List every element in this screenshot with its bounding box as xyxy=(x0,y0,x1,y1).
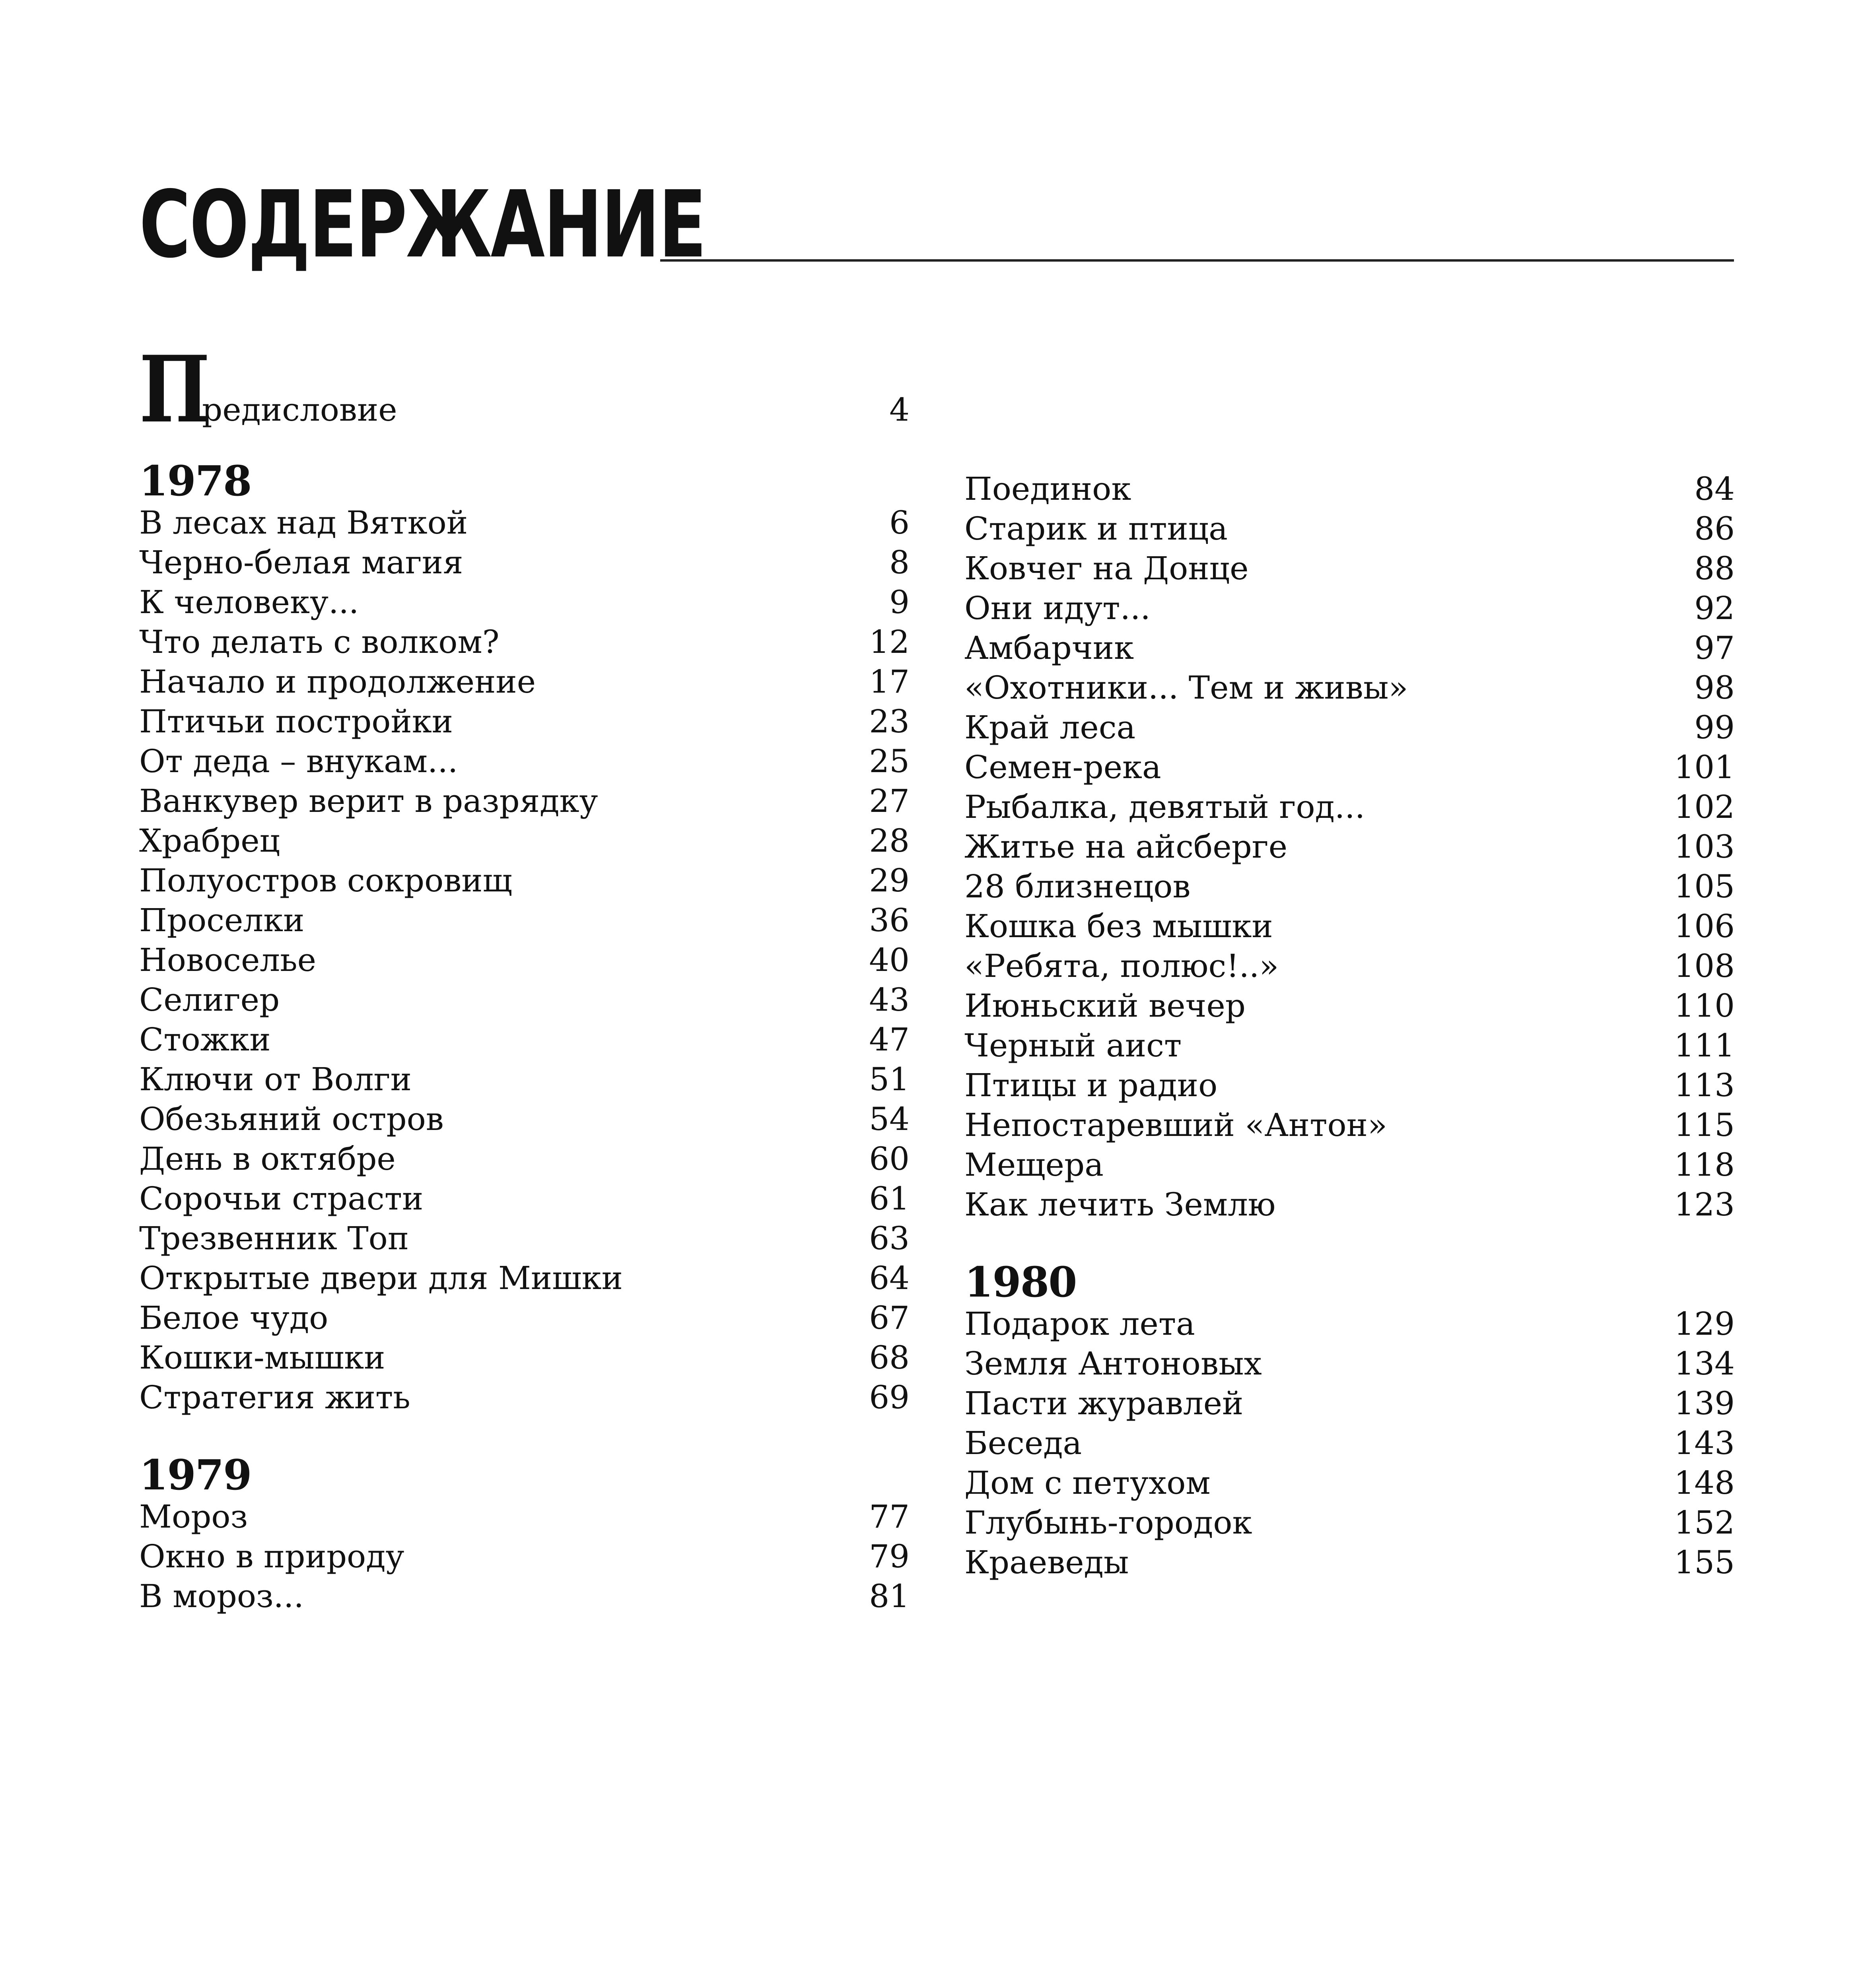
toc-entry-page: 81 xyxy=(869,1578,910,1615)
toc-entry-title: Ковчег на Донце xyxy=(964,550,1249,587)
toc-entry-title: К человеку... xyxy=(139,584,359,621)
toc-entry-page: 28 xyxy=(869,822,910,859)
toc-entry-title: Ванкувер верит в разрядку xyxy=(139,782,598,819)
toc-entry[interactable] xyxy=(964,1344,1735,1384)
toc-entry-page: 61 xyxy=(869,1180,910,1217)
toc-entry[interactable] xyxy=(964,1503,1735,1543)
toc-entry[interactable] xyxy=(139,1576,910,1616)
toc-list-1978 xyxy=(139,503,910,1417)
toc-entry-page: 79 xyxy=(869,1538,910,1575)
toc-entry-page: 118 xyxy=(1674,1146,1735,1183)
toc-entry-foreword[interactable] xyxy=(139,336,910,443)
toc-entry-title: Краеведы xyxy=(964,1544,1129,1581)
toc-entry-title: Селигер xyxy=(139,981,280,1018)
toc-entry[interactable] xyxy=(964,867,1735,907)
toc-entry-title: Как лечить Землю xyxy=(964,1186,1276,1223)
toc-entry-page: 139 xyxy=(1674,1385,1735,1422)
toc-entry-page: 43 xyxy=(869,981,910,1018)
toc-entry[interactable] xyxy=(964,628,1735,668)
toc-entry[interactable] xyxy=(139,1497,910,1537)
toc-column-left xyxy=(139,456,910,1616)
toc-entry[interactable] xyxy=(139,1537,910,1576)
toc-entry-title: Сорочьи страсти xyxy=(139,1180,424,1217)
toc-entry-title: Проселки xyxy=(139,902,305,939)
drop-cap: П xyxy=(139,336,210,443)
toc-entry-page: 63 xyxy=(869,1220,910,1257)
toc-entry[interactable] xyxy=(139,781,910,821)
toc-entry-title: «Ребята, полюс!..» xyxy=(964,947,1279,984)
toc-entry[interactable] xyxy=(139,1020,910,1060)
toc-entry-title: Семен-река xyxy=(964,749,1161,786)
toc-list-1979 xyxy=(139,1497,910,1616)
toc-entry-page: 113 xyxy=(1674,1067,1735,1104)
toc-entry[interactable] xyxy=(964,588,1735,628)
toc-entry-page: 102 xyxy=(1674,788,1735,825)
toc-entry[interactable] xyxy=(964,986,1735,1026)
toc-entry-page: 12 xyxy=(869,623,910,660)
toc-entry-title: Беседа xyxy=(964,1425,1082,1462)
toc-entry[interactable] xyxy=(964,1185,1735,1225)
toc-entry[interactable] xyxy=(139,1338,910,1378)
toc-entry-title: Амбарчик xyxy=(964,629,1134,666)
toc-entry-title: Черно-белая магия xyxy=(139,544,463,581)
toc-entry-page: 60 xyxy=(869,1140,910,1177)
page-header xyxy=(139,171,1734,278)
toc-entry-page: 143 xyxy=(1674,1425,1735,1462)
toc-entry[interactable] xyxy=(139,1219,910,1258)
toc-entry-page: 67 xyxy=(869,1299,910,1336)
toc-list-1979-continued xyxy=(964,469,1735,1225)
toc-entry-page: 8 xyxy=(889,544,910,581)
toc-entry[interactable] xyxy=(964,1105,1735,1145)
toc-entry[interactable] xyxy=(964,1026,1735,1066)
toc-entry-page: 54 xyxy=(869,1101,910,1138)
toc-entry-title: Старик и птица xyxy=(964,510,1228,547)
toc-entry-page: 6 xyxy=(889,504,910,541)
toc-entry-page: 69 xyxy=(869,1379,910,1416)
toc-entry[interactable] xyxy=(964,668,1735,708)
toc-entry-title: Житье на айсберге xyxy=(964,828,1288,865)
year-heading-1980: 1980 xyxy=(964,1258,1077,1307)
toc-entry[interactable] xyxy=(964,907,1735,946)
toc-entry-title: Птичьи постройки xyxy=(139,703,453,740)
toc-entry-title: Пасти журавлей xyxy=(964,1385,1244,1422)
toc-entry-page: 77 xyxy=(869,1498,910,1535)
toc-entry-title: Они идут... xyxy=(964,590,1151,627)
toc-entry-title: «Охотники... Тем и живы» xyxy=(964,669,1408,706)
toc-entry[interactable] xyxy=(139,702,910,742)
toc-entry-title: Стожки xyxy=(139,1021,271,1058)
toc-entry-page: 27 xyxy=(869,782,910,819)
toc-column-right xyxy=(964,469,1735,1582)
toc-entry[interactable] xyxy=(964,1066,1735,1105)
toc-entry-title: Полуостров сокровищ xyxy=(139,862,512,899)
toc-entry[interactable] xyxy=(964,549,1735,588)
toc-entry-page: 129 xyxy=(1674,1305,1735,1342)
toc-entry-page: 68 xyxy=(869,1339,910,1376)
toc-entry-page: 115 xyxy=(1674,1107,1735,1143)
toc-entry-page: 103 xyxy=(1674,828,1735,865)
toc-entry[interactable] xyxy=(139,1258,910,1298)
toc-entry[interactable] xyxy=(964,827,1735,867)
toc-entry-page: 92 xyxy=(1694,590,1735,627)
toc-entry-page: 84 xyxy=(1694,470,1735,507)
toc-entry-title: Стратегия жить xyxy=(139,1379,410,1416)
toc-entry-page: 123 xyxy=(1674,1186,1735,1223)
toc-entry[interactable] xyxy=(139,582,910,622)
toc-entry[interactable] xyxy=(139,543,910,582)
toc-entry[interactable] xyxy=(139,1099,910,1139)
toc-entry-page: 25 xyxy=(869,743,910,780)
toc-entry-title: Начало и продолжение xyxy=(139,663,536,700)
toc-entry-title: В лесах над Вяткой xyxy=(139,504,468,541)
toc-entry-page: 101 xyxy=(1674,749,1735,786)
toc-entry-title: Июньский вечер xyxy=(964,987,1246,1024)
toc-entry[interactable] xyxy=(964,509,1735,549)
toc-entry-title: Подарок лета xyxy=(964,1305,1195,1342)
toc-entry-title: Что делать с волком? xyxy=(139,623,500,660)
toc-entry-page: 86 xyxy=(1694,510,1735,547)
toc-entry-title: 28 близнецов xyxy=(964,868,1191,905)
toc-entry[interactable] xyxy=(139,861,910,901)
toc-entry-page: 110 xyxy=(1674,987,1735,1024)
toc-entry-page: 51 xyxy=(869,1061,910,1098)
toc-entry-title: Храбрец xyxy=(139,822,280,859)
toc-entry[interactable] xyxy=(139,821,910,861)
toc-entry-title: Ключи от Волги xyxy=(139,1061,412,1098)
toc-entry-title: Кошки-мышки xyxy=(139,1339,385,1376)
toc-entry-page: 47 xyxy=(869,1021,910,1058)
toc-entry-page: 36 xyxy=(869,902,910,939)
toc-entry[interactable] xyxy=(964,1145,1735,1185)
toc-entry-title: Обезьяний остров xyxy=(139,1101,444,1138)
toc-entry[interactable] xyxy=(964,747,1735,787)
toc-entry-title: Мороз xyxy=(139,1498,248,1535)
toc-entry-title: Мещера xyxy=(964,1146,1104,1183)
toc-entry[interactable] xyxy=(139,901,910,940)
toc-entry-title: В мороз... xyxy=(139,1578,304,1615)
toc-entry[interactable] xyxy=(964,787,1735,827)
toc-entry[interactable] xyxy=(139,1179,910,1219)
toc-entry[interactable] xyxy=(964,708,1735,747)
toc-entry-page: 88 xyxy=(1694,550,1735,587)
toc-entry-page: 108 xyxy=(1674,947,1735,984)
toc-entry-title: Белое чудо xyxy=(139,1299,329,1336)
toc-entry-page: 134 xyxy=(1674,1345,1735,1382)
toc-entry-title: Открытые двери для Мишки xyxy=(139,1260,623,1297)
toc-entry[interactable] xyxy=(139,1298,910,1338)
toc-entry-page: 105 xyxy=(1674,868,1735,905)
toc-entry[interactable] xyxy=(139,503,910,543)
toc-entry-page: 64 xyxy=(869,1260,910,1297)
toc-entry-page: 40 xyxy=(869,942,910,978)
toc-entry[interactable] xyxy=(964,946,1735,986)
toc-entry-title: Кошка без мышки xyxy=(964,908,1273,945)
toc-entry-title: Дом с петухом xyxy=(964,1464,1211,1501)
toc-entry-page: 9 xyxy=(889,584,910,621)
toc-entry-page: 17 xyxy=(869,663,910,700)
toc-entry[interactable] xyxy=(964,1304,1735,1344)
toc-entry[interactable] xyxy=(139,940,910,980)
toc-entry-title: День в октябре xyxy=(139,1140,396,1177)
toc-entry-page: 106 xyxy=(1674,908,1735,945)
toc-entry-title: Новоселье xyxy=(139,942,316,978)
page-title: СОДЕРЖАНИЕ xyxy=(139,171,706,278)
toc-entry-page: 152 xyxy=(1674,1504,1735,1541)
toc-entry-title: Глубынь-городок xyxy=(964,1504,1252,1541)
toc-entry-title: Поединок xyxy=(964,470,1131,507)
toc-entry-page: 97 xyxy=(1694,629,1735,666)
toc-entry-page: 29 xyxy=(869,862,910,899)
toc-entry-page: 111 xyxy=(1674,1027,1735,1064)
toc-entry-title: Птицы и радио xyxy=(964,1067,1218,1104)
toc-entry-page: 4 xyxy=(889,391,910,428)
toc-entry-title: Непостаревший «Антон» xyxy=(964,1107,1387,1143)
toc-entry-title: Окно в природу xyxy=(139,1538,404,1575)
toc-entry-page: 23 xyxy=(869,703,910,740)
toc-entry[interactable] xyxy=(139,662,910,702)
toc-entry[interactable] xyxy=(964,1543,1735,1582)
toc-entry-title: Черный аист xyxy=(964,1027,1182,1064)
toc-list-1980 xyxy=(964,1304,1735,1582)
toc-entry[interactable] xyxy=(964,1463,1735,1503)
toc-entry[interactable] xyxy=(964,1423,1735,1463)
toc-entry-title: редисловие xyxy=(202,391,397,428)
toc-entry-page: 148 xyxy=(1674,1464,1735,1501)
toc-entry[interactable] xyxy=(139,1139,910,1179)
toc-entry[interactable] xyxy=(964,469,1735,509)
toc-entry[interactable] xyxy=(139,1378,910,1417)
toc-entry[interactable] xyxy=(139,1060,910,1099)
title-rule xyxy=(660,259,1734,262)
toc-entry-title: Трезвенник Топ xyxy=(139,1220,409,1257)
toc-entry-page: 99 xyxy=(1694,709,1735,746)
toc-entry-title: Край леса xyxy=(964,709,1136,746)
toc-entry[interactable] xyxy=(139,742,910,781)
toc-entry[interactable] xyxy=(139,622,910,662)
toc-entry-title: От деда – внукам... xyxy=(139,743,458,780)
year-heading-1979: 1979 xyxy=(139,1450,251,1499)
toc-entry-title: Земля Антоновых xyxy=(964,1345,1262,1382)
year-heading-1978: 1978 xyxy=(139,456,251,505)
toc-entry-title: Рыбалка, девятый год... xyxy=(964,788,1365,825)
toc-entry[interactable] xyxy=(964,1384,1735,1423)
toc-entry-page: 155 xyxy=(1674,1544,1735,1581)
toc-entry-page: 98 xyxy=(1694,669,1735,706)
toc-entry[interactable] xyxy=(139,980,910,1020)
